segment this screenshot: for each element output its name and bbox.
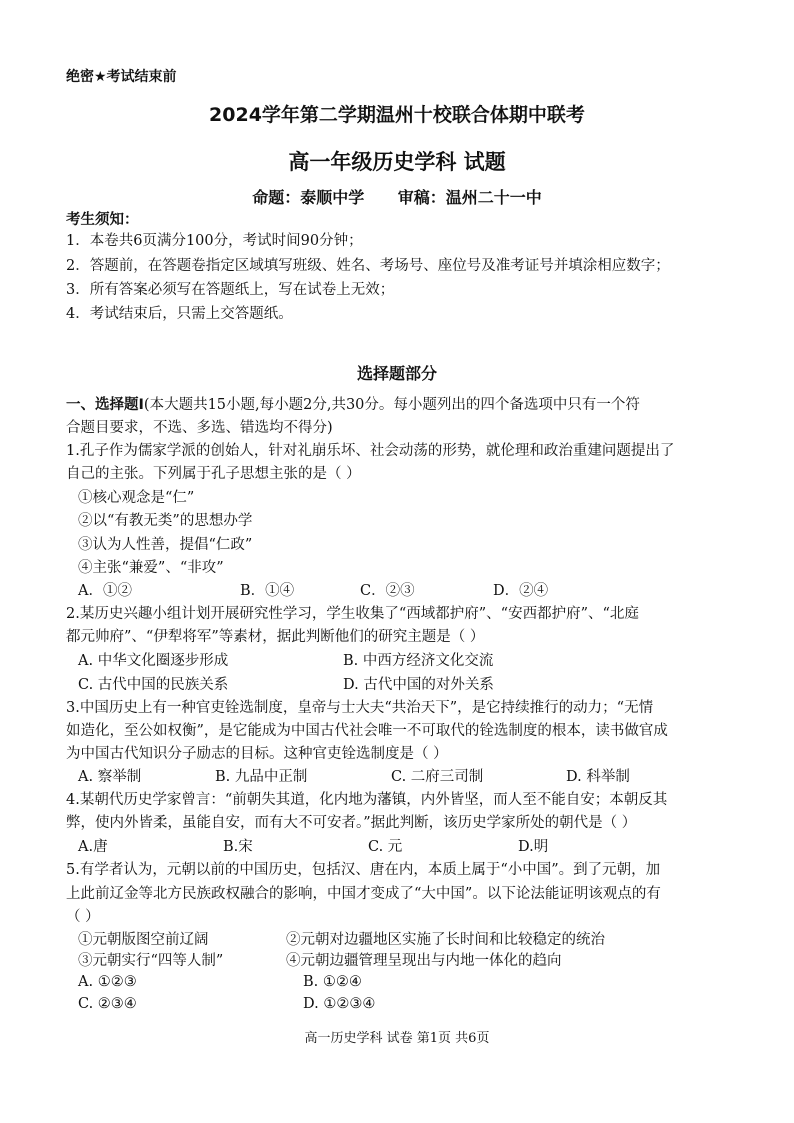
question-1-item: ③认为人性善，提倡“仁政” [78, 537, 253, 553]
question-1-item: ②以“有教无类”的思想办学 [78, 513, 253, 529]
question-5-item: ③元朝实行“四等人制” [78, 953, 224, 969]
question-5-option-b: B. ①②④ [303, 974, 362, 990]
question-3-text: 3.中国历史上有一种官吏铨选制度，皇帝与士大夫“共治天下”，是它持续推行的动力；“无情 [66, 700, 654, 716]
question-3-option-d: D. 科举制 [566, 769, 630, 785]
question-2-text: 2.某历史兴趣小组计划开展研究性学习，学生收集了“西域都护府”、“安西都护府”、“北庭 [66, 606, 639, 622]
question-3-text: 为中国古代知识分子励志的目标。这种官吏铨选制度是（ ） [66, 746, 448, 762]
question-1-item: ①核心观念是“仁” [78, 490, 195, 506]
question-5-item: ②元朝对边疆地区实施了长时间和比较稳定的统治 [286, 932, 605, 948]
question-5-text: 上此前辽金等北方民族政权融合的影响，中国才变成了“大中国”。以下论法能证明该观点的有 [66, 886, 661, 902]
question-4-option-a: A.唐 [78, 839, 108, 855]
question-4-option-c: C. 元 [368, 839, 403, 855]
question-3-option-c: C. 二府三司制 [391, 769, 484, 785]
question-1-item: ④主张“兼爱”、“非攻” [78, 560, 224, 576]
question-5-item: ①元朝版图空前辽阔 [78, 932, 209, 948]
question-3-text: 如造化，至公如权衡”，是它能成为中国古代社会唯一不可取代的铨选制度的根本，读书做官成 [66, 723, 668, 739]
question-5-text: （ ） [66, 909, 100, 925]
part-heading [66, 395, 640, 415]
question-5-option-c: C. ②③④ [78, 996, 137, 1012]
question-1-text: 1.孔子作为儒家学派的创始人，针对礼崩乐坏、社会动荡的形势，就伦理和政治重建问题提出了 [66, 443, 675, 459]
question-2-option-b: B. 中西方经济文化交流 [343, 653, 494, 669]
question-1-option-c: C．②③ [360, 583, 415, 599]
notice-item: 2．答题前，在答题卷指定区域填写班级、姓名、考场号、座位号及准考证号并填涂相应数字； [66, 258, 670, 274]
question-2-option-d: D. 古代中国的对外关系 [343, 677, 494, 693]
question-2-option-a: A. 中华文化圈逐步形成 [78, 653, 229, 669]
exam-subtitle: 高一年级历史学科 试题 [288, 150, 506, 174]
exam-title: 2024学年第二学期温州十校联合体期中联考 [209, 104, 585, 126]
question-5-option-d: D. ①②③④ [303, 996, 376, 1012]
question-5-option-a: A. ①②③ [78, 974, 137, 990]
exam-authors: 命题：泰顺中学 审稿：温州二十一中 [252, 188, 542, 207]
notice-heading: 考生须知： [66, 212, 139, 228]
section-title: 选择题部分 [356, 364, 437, 383]
question-1-option-b: B．①④ [240, 583, 295, 599]
question-1-text: 自己的主张。下列属于孔子思想主张的是（ ） [66, 466, 361, 482]
part-heading-rest: (本大题共15小题,每小题2分,共30分。每小题列出的四个备选项中只有一个符 [143, 397, 640, 413]
notice-item: 4．考试结束后，只需上交答题纸。 [66, 306, 293, 322]
question-3-option-b: B. 九品中正制 [215, 769, 308, 785]
question-1-option-d: D．②④ [493, 583, 549, 599]
question-2-text: 都元帅府”、“伊犁将军”等素材，据此判断他们的研究主题是（ ） [66, 629, 485, 645]
question-2-option-c: C. 古代中国的民族关系 [78, 677, 229, 693]
notice-item: 3．所有答案必须写在答题纸上，写在试卷上无效； [66, 282, 395, 298]
notice-item: 1．本卷共6页满分100分，考试时间90分钟； [66, 233, 363, 249]
question-4-text: 弊，使内外皆柔，虽能自安，而有大不可安者。”据此判断，该历史学家所处的朝代是（ ） [66, 815, 637, 831]
part-heading-line2: 合题目要求，不选、多选、错选均不得分) [66, 420, 333, 436]
question-4-option-d: D.明 [518, 839, 549, 855]
page-footer: 高一历史学科 试卷 第1页 共6页 [304, 1031, 490, 1046]
part-heading-bold: 一、选择题Ⅰ [66, 397, 144, 413]
question-4-option-b: B.宋 [223, 839, 253, 855]
secret-label: 绝密★考试结束前 [66, 69, 177, 85]
question-5-item: ④元朝边疆管理呈现出与内地一体化的趋向 [286, 953, 562, 969]
question-5-text: 5.有学者认为，元朝以前的中国历史，包括汉、唐在内，本质上属于“小中国”。到了元朝，加 [66, 862, 661, 878]
question-1-option-a: A．①② [78, 583, 132, 599]
question-4-text: 4.某朝代历史学家曾言：“前朝失其道，化内地为藩镇，内外皆坚，而人至不能自安；本朝反其 [66, 792, 668, 808]
question-3-option-a: A. 察举制 [78, 769, 142, 785]
